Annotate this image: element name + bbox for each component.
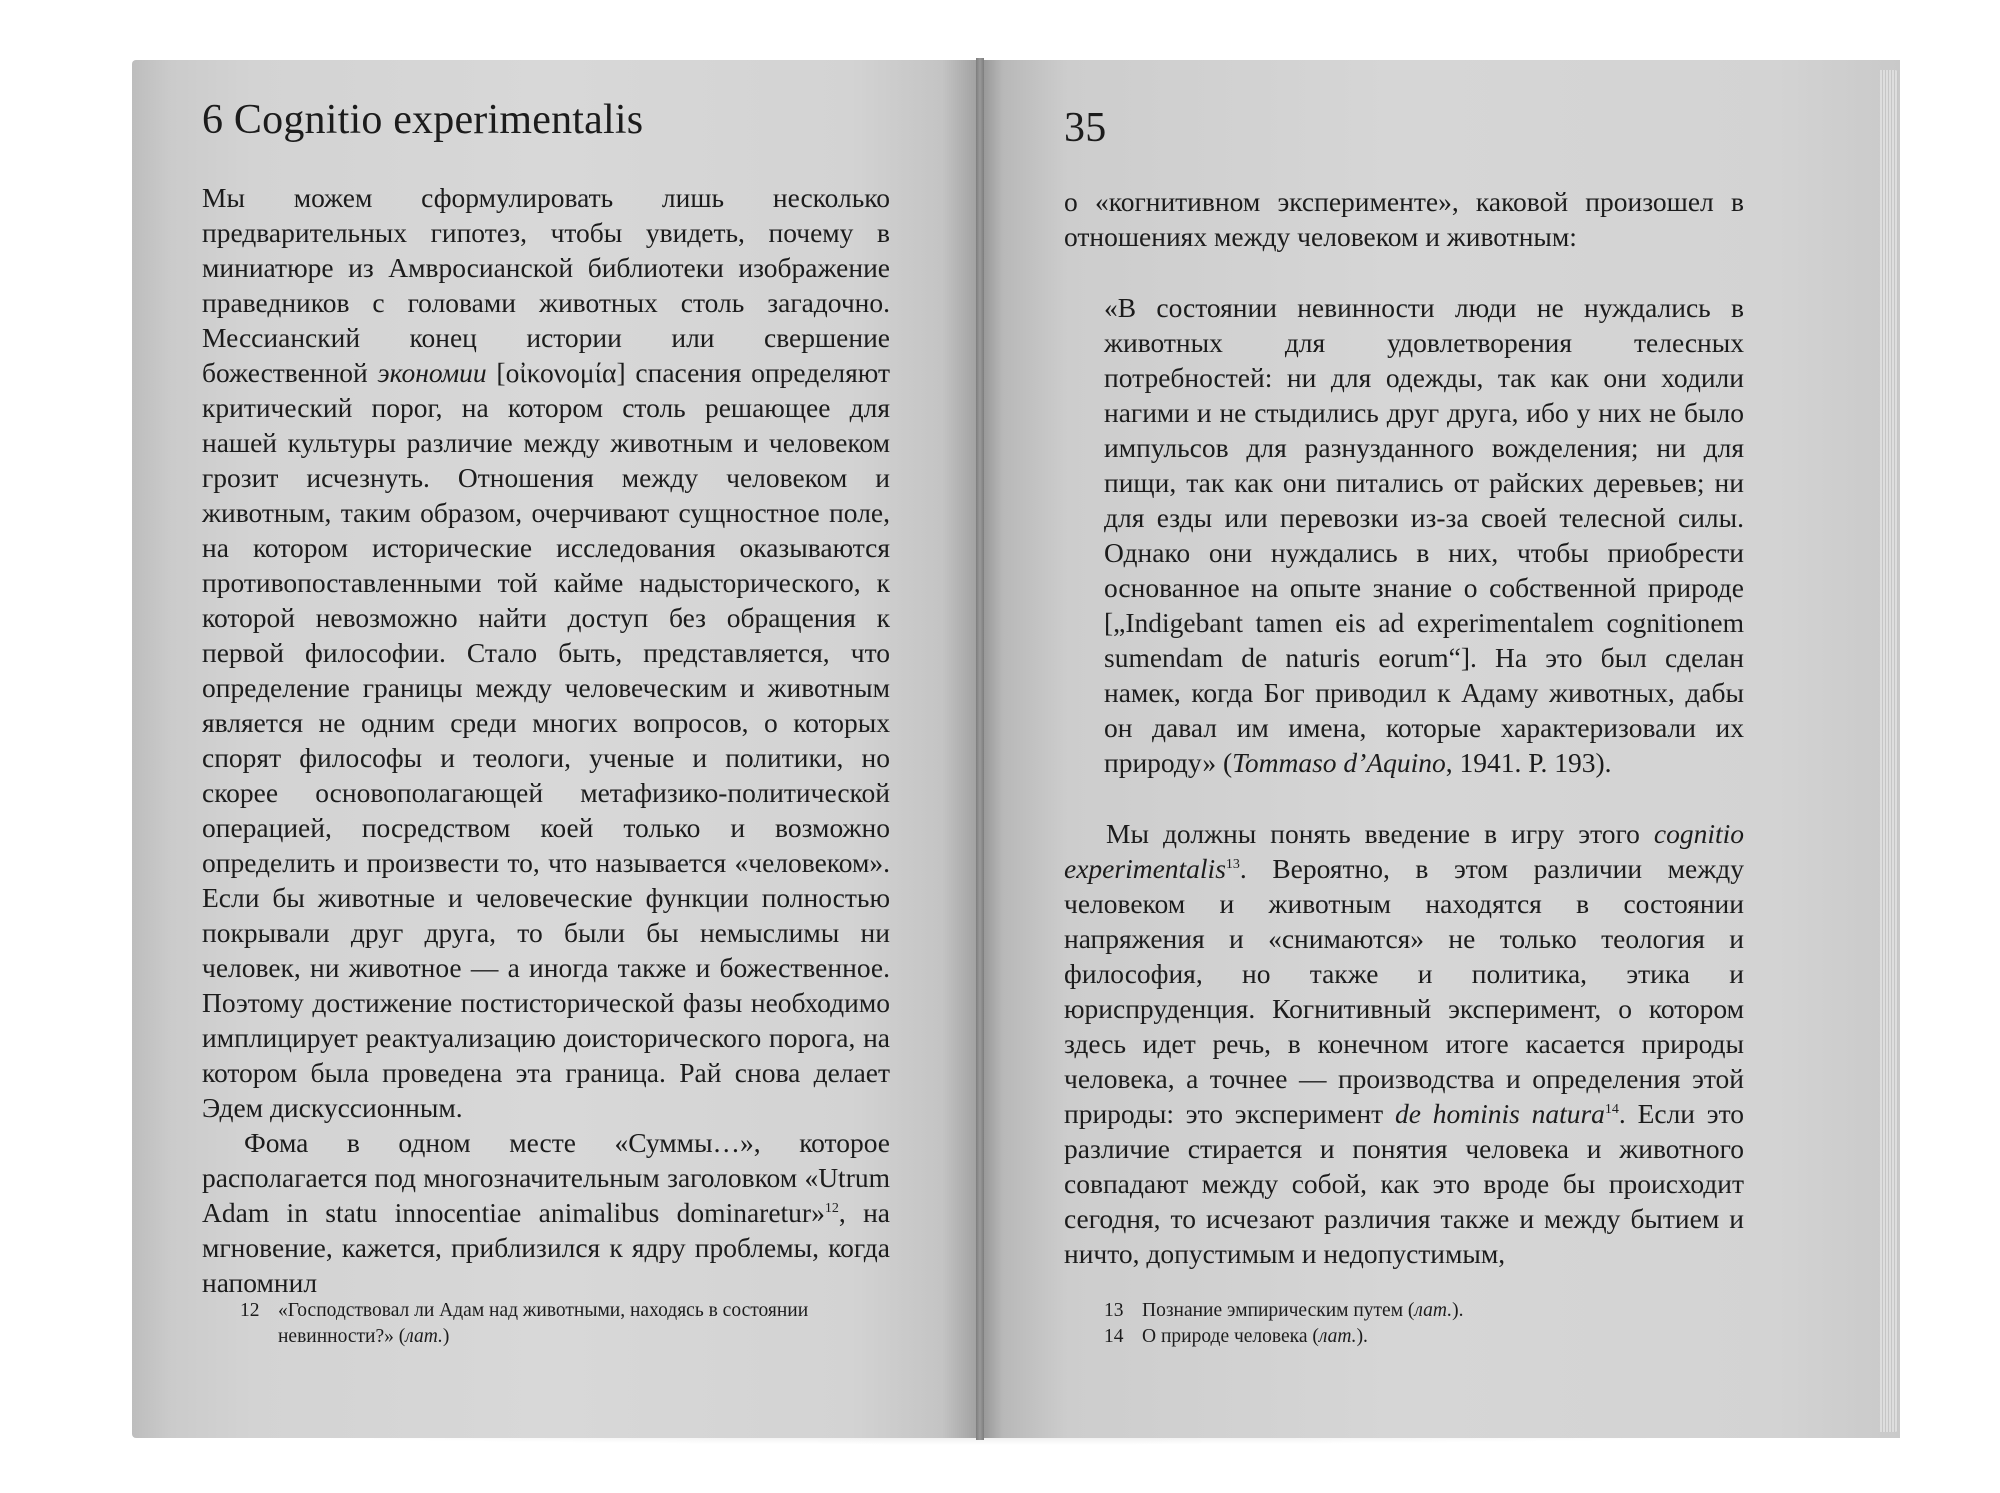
text-run: , 1941. P. 193). xyxy=(1445,747,1612,778)
book-spine xyxy=(976,58,984,1440)
block-quote xyxy=(1104,290,1744,780)
footnote-text xyxy=(1142,1324,1744,1350)
right-footnotes xyxy=(1104,1298,1744,1349)
text-run: ). xyxy=(1356,1325,1368,1347)
left-footnotes xyxy=(240,1298,890,1349)
footnote-ref: 12 xyxy=(824,1201,839,1216)
text-run: Мы должны понять введение в игру этого xyxy=(1106,818,1654,849)
left-body xyxy=(202,180,890,1300)
text-run: О природе человека ( xyxy=(1142,1325,1319,1347)
italic-run: экономии xyxy=(377,357,487,388)
footnote xyxy=(240,1298,890,1349)
paragraph xyxy=(202,1125,890,1300)
text-run: , на мгновение, кажется, приблизился к ядру проблемы, когда напомнил xyxy=(202,1197,890,1298)
footnote-ref: 13 xyxy=(1225,857,1240,872)
footnote-text xyxy=(1142,1298,1744,1324)
text-run: «Господствовал ли Адам над животными, находясь в состоянии невинности?» ( xyxy=(278,1300,809,1347)
footnote xyxy=(1104,1298,1744,1324)
paragraph xyxy=(1064,184,1744,254)
text-run: . Вероятно, в этом различии между человеком и животным находятся в состоянии напряжения и «снимаются» не только теология и философия, но также и политика, этика и юриспруденция. Когнитивный эксперимент, о котором здесь идет речь, в конечном итоге касается природы человека, а точнее — производства и определения этой природы: это эксперимент xyxy=(1064,853,1744,1129)
italic-run: лат. xyxy=(1318,1325,1357,1347)
text-run: ) xyxy=(442,1325,450,1347)
footnote-number: 14 xyxy=(1104,1325,1124,1347)
italic-run: cognitio experimentalis xyxy=(1064,818,1744,884)
text-run: Познание эмпирическим путем ( xyxy=(1142,1300,1415,1321)
text-run: о «когнитивном эксперименте», каковой произошел в отношениях между человеком и животным: xyxy=(1064,186,1744,252)
page-edges xyxy=(1880,70,1898,1432)
footnote-number: 13 xyxy=(1104,1300,1124,1321)
footnote-text xyxy=(278,1298,890,1349)
footnote xyxy=(1104,1324,1744,1350)
italic-run: Tommaso d’Aquino xyxy=(1232,747,1446,778)
text-run: «В состоянии невинности люди не нуждались в животных для удовлетворения телесных потребностей: ни для одежды, так как они ходили нагими и не стыдились друг друга, ибо у них не было импульсов для разнузданного вожделения; ни для пищи, так как они питались от райских деревьев; ни для езды или перевозки из-за своей телесной силы. Однако они нуждались в них, чтобы приобрести основанное на опыте знание о собственной природе [„Indigebant tamen eis ad experimentalem cognitionem sumendam de naturis eorum“]. На это был сделан намек, когда Бог приводил к Адаму животных, дабы он давал им имена, которые характеризовали их природу» ( xyxy=(1104,292,1744,778)
chapter-header: 6 Cognitio experimentalis xyxy=(202,97,644,143)
italic-run: лат. xyxy=(405,1325,443,1347)
footnote-number: 12 xyxy=(240,1300,260,1321)
quote-text xyxy=(1104,290,1744,780)
paragraph xyxy=(1064,816,1744,1271)
right-body-intro xyxy=(1064,184,1744,254)
paragraph xyxy=(202,180,890,1125)
text-run: ). xyxy=(1452,1300,1464,1321)
text-run: Мы можем сформулировать лишь несколько предварительных гипотез, чтобы увидеть, почему в миниатюре из Амвросианской библиотеки изображение праведников с головами животных столь загадочно. Мессианский конец истории или свершение божественной xyxy=(202,182,890,388)
page-number: 35 xyxy=(1064,105,1107,151)
italic-run: de hominis natura xyxy=(1394,1098,1605,1129)
text-run: . Если это различие стирается и понятия человека и животного совпадают между собой, как это вроде бы происходит сегодня, то исчезают различия также и между бытием и ничто, допустимым и недопустимым, xyxy=(1064,1098,1745,1269)
footnote-ref: 14 xyxy=(1604,1102,1619,1117)
italic-run: лат. xyxy=(1414,1300,1453,1321)
text-run: [οἰκονομία] спасения определяют критический порог, на котором столь решающее для нашей культуры различие между животным и человеком грозит исчезнуть. Отношения между человеком и животным, таким образом, очерчивают сущностное поле, на котором исторические исследования оказываются противопоставленными той кайме надысторического, к которой невозможно найти доступ без обращения к первой философии. Стало быть, представляется, что определение границы между человеческим и животным является не одним среди многих вопросов, о которых спорят философы и теологи, ученые и политики, но скорее основополагающей метафизико-политической операцией, посредством коей только и возможно определить и произвести то, что называется «человеком». Если бы животные и человеческие функции полностью покрывали друг друга, то были бы немыслимы ни человек, ни животное — а иногда также и божественное. Поэтому достижение постисторической фазы необходимо имплицирует реактуализацию доисторического порога, на котором была проведена эта граница. Рай снова делает Эдем дискуссионным. xyxy=(202,357,890,1123)
text-run: Фома в одном месте «Суммы…», которое располагается под многозначительным заголовком «Utrum Adam in statu innocentiae animalibus dominaretur» xyxy=(202,1127,890,1228)
right-body xyxy=(1064,816,1744,1271)
